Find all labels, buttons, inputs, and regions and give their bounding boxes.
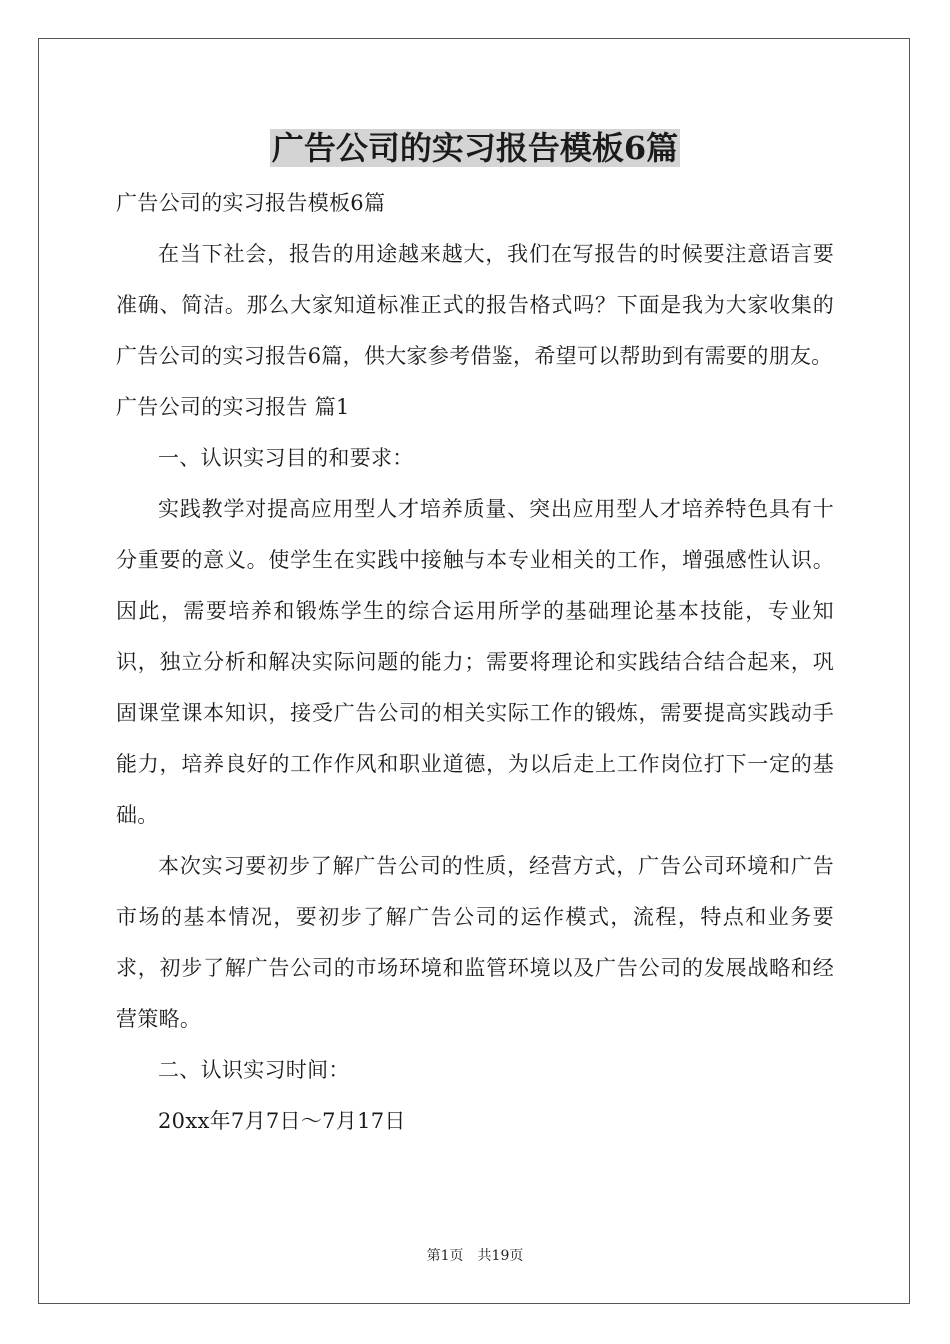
paragraph-intro: 在当下社会，报告的用途越来越大，我们在写报告的时候要注意语言要准确、简洁。那么大家知道标准正式的报告格式吗？下面是我为大家收集的广告公司的实习报告6篇，供大家参考借鉴，希望可以帮助到有需要的朋友。 bbox=[116, 242, 834, 368]
paragraph-subtitle: 广告公司的实习报告模板6篇 bbox=[116, 191, 386, 215]
section-heading-part1: 广告公司的实习报告 篇1 bbox=[116, 395, 350, 419]
document-title bbox=[0, 126, 950, 170]
page-number-footer: 第1页 共19页 bbox=[426, 1248, 524, 1264]
document-title-text: 广告公司的实习报告模板6篇 bbox=[271, 129, 679, 167]
heading-time: 二、认识实习时间： bbox=[158, 1058, 350, 1082]
paragraph-purpose: 实践教学对提高应用型人才培养质量、突出应用型人才培养特色具有十分重要的意义。使学生在实践中接触与本专业相关的工作，增强感性认识。因此，需要培养和锻炼学生的综合运用所学的基础理论基本技能，专业知识，独立分析和解决实际问题的能力；需要将理论和实践结合结合起来，巩固课堂课本知识，接受广告公司的相关实际工作的锻炼，需要提高实践动手能力，培养良好的工作作风和职业道德，为以后走上工作岗位打下一定的基础。 bbox=[116, 497, 834, 827]
heading-purpose: 一、认识实习目的和要求： bbox=[158, 446, 414, 470]
paragraph-date-range: 20xx年7月7日～7月17日 bbox=[158, 1109, 406, 1133]
document-body bbox=[116, 178, 834, 1147]
paragraph-scope: 本次实习要初步了解广告公司的性质，经营方式，广告公司环境和广告市场的基本情况，要初步了解广告公司的运作模式，流程，特点和业务要求，初步了解广告公司的市场环境和监管环境以及广告公司的发展战略和经营策略。 bbox=[116, 854, 834, 1031]
